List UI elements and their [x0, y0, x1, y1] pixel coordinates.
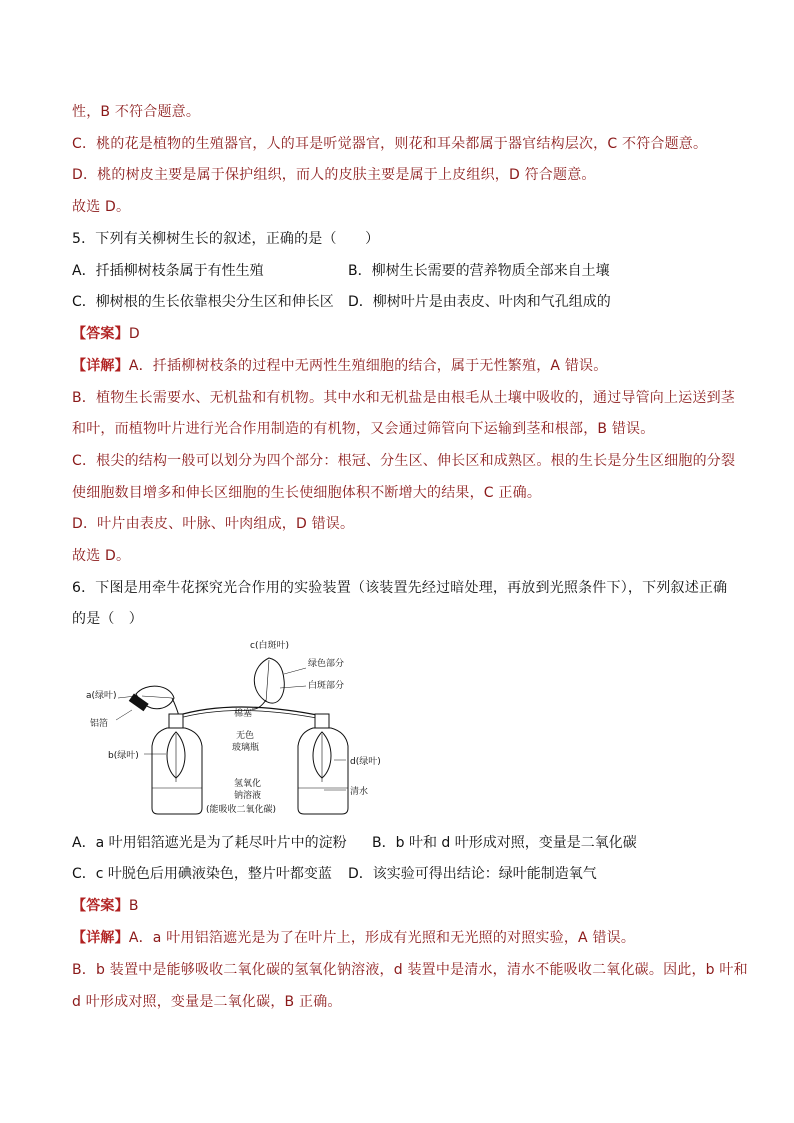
label-water: 清水: [350, 787, 369, 797]
q6-detail-b2: d 叶形成对照，变量是二氧化碳，B 正确。: [72, 994, 342, 1010]
q5-option-a: A．扦插柳树枝条属于有性生殖: [72, 263, 264, 279]
q5-detail-d: D．叶片由表皮、叶脉、叶肉组成，D 错误。: [72, 516, 355, 532]
q6-option-c: C．c 叶脱色后用碘液染色，整片叶都变蓝: [72, 866, 332, 882]
answer-value: B: [128, 898, 139, 914]
detail-tag: 【详解】: [72, 930, 129, 946]
label-naoh-1: 氢氧化: [234, 779, 262, 789]
q5-conclusion: 故选 D。: [72, 548, 131, 564]
q6-option-a: A．a 叶用铝箔遮光是为了耗尽叶片中的淀粉: [72, 835, 347, 851]
answer-tag: 【答案】: [72, 326, 129, 342]
label-c: c(白斑叶): [250, 641, 289, 651]
label-bottle-1: 无色: [236, 731, 255, 741]
label-naoh-2: 钠溶液: [234, 791, 262, 801]
q5-detail-a: [72, 356, 607, 376]
answer-tag: 【答案】: [72, 898, 129, 914]
label-bottle-2: 玻璃瓶: [232, 743, 260, 753]
detail-tag: 【详解】: [72, 358, 129, 374]
q5-option-c: C．柳树根的生长依靠根尖分生区和伸长区: [72, 294, 334, 310]
leaf-a-stem: [172, 698, 179, 716]
q6-answer: [72, 896, 139, 916]
q5-answer: [72, 324, 140, 344]
label-cotton: 棉塞: [234, 709, 253, 719]
q4-conclusion: 故选 D。: [72, 199, 131, 215]
detail-text: A．a 叶用铝箔遮光是为了在叶片上，形成有光照和无光照的对照实验，A 错误。: [128, 930, 636, 946]
label-b: b(绿叶): [108, 751, 139, 761]
q5-option-b: B．柳树生长需要的营养物质全部来自土壤: [348, 263, 610, 279]
label-naoh-3: (能吸收二氧化碳): [206, 805, 277, 815]
q5-detail-b2: 和叶，而植物叶片进行光合作用制造的有机物，又会通过筛管向下运输到茎和根部，B 错误。: [72, 421, 655, 437]
label-foil: 铝箔: [90, 719, 109, 729]
q5-stem: 5．下列有关柳树生长的叙述，正确的是（ ）: [72, 231, 380, 247]
q6-stem-1: 6．下图是用牵牛花探究光合作用的实验装置（该装置先经过暗处理，再放到光照条件下），下列叙述正确: [72, 580, 728, 596]
q5-option-d: D．柳树叶片是由表皮、叶肉和气孔组成的: [348, 294, 611, 310]
answer-value: D: [128, 326, 140, 342]
label-a: a(绿叶): [86, 691, 117, 701]
q6-detail-a: [72, 928, 635, 948]
cotton-plug-left: [169, 714, 183, 728]
q5-detail-b1: B．植物生长需要水、无机盐和有机物。其中水和无机盐是由根毛从土壤中吸收的，通过导管向上运送到茎: [72, 390, 736, 406]
leaf-c-icon: [254, 658, 284, 703]
q5-detail-c2: 使细胞数目增多和伸长区细胞的生长使细胞体积不断增大的结果，C 正确。: [72, 485, 542, 501]
cotton-plug-right: [315, 714, 329, 728]
q4-line-c: C．桃的花是植物的生殖器官，人的耳是听觉器官，则花和耳朵都属于器官结构层次，C 不符合题意。: [72, 136, 708, 152]
q6-detail-b1: B．b 装置中是能够吸收二氧化碳的氢氧化钠溶液，d 装置中是清水，清水不能吸收二氧化碳。因此，b 叶和: [72, 962, 748, 978]
q6-stem-2: 的是（ ）: [72, 611, 143, 627]
label-d: d(绿叶): [350, 757, 381, 767]
leader-foil: [116, 710, 132, 720]
label-white-part: 白斑部分: [308, 681, 345, 691]
experiment-figure: [84, 636, 384, 826]
q4-line-1: 性，B 不符合题意。: [72, 104, 201, 120]
q4-line-d: D．桃的树皮主要是属于保护组织，而人的皮肤主要是属于上皮组织，D 符合题意。: [72, 167, 596, 183]
leader-green: [284, 668, 306, 674]
label-green-part: 绿色部分: [308, 659, 345, 669]
detail-text: A．扦插柳树枝条的过程中无两性生殖细胞的结合，属于无性繁殖，A 错误。: [128, 358, 608, 374]
q6-option-d: D．该实验可得出结论：绿叶能制造氧气: [348, 866, 597, 882]
q6-option-b: B．b 叶和 d 叶形成对照，变量是二氧化碳: [372, 835, 637, 851]
q5-detail-c1: C．根尖的结构一般可以划分为四个部分：根冠、分生区、伸长区和成熟区。根的生长是分生区细胞的分裂: [72, 453, 736, 469]
